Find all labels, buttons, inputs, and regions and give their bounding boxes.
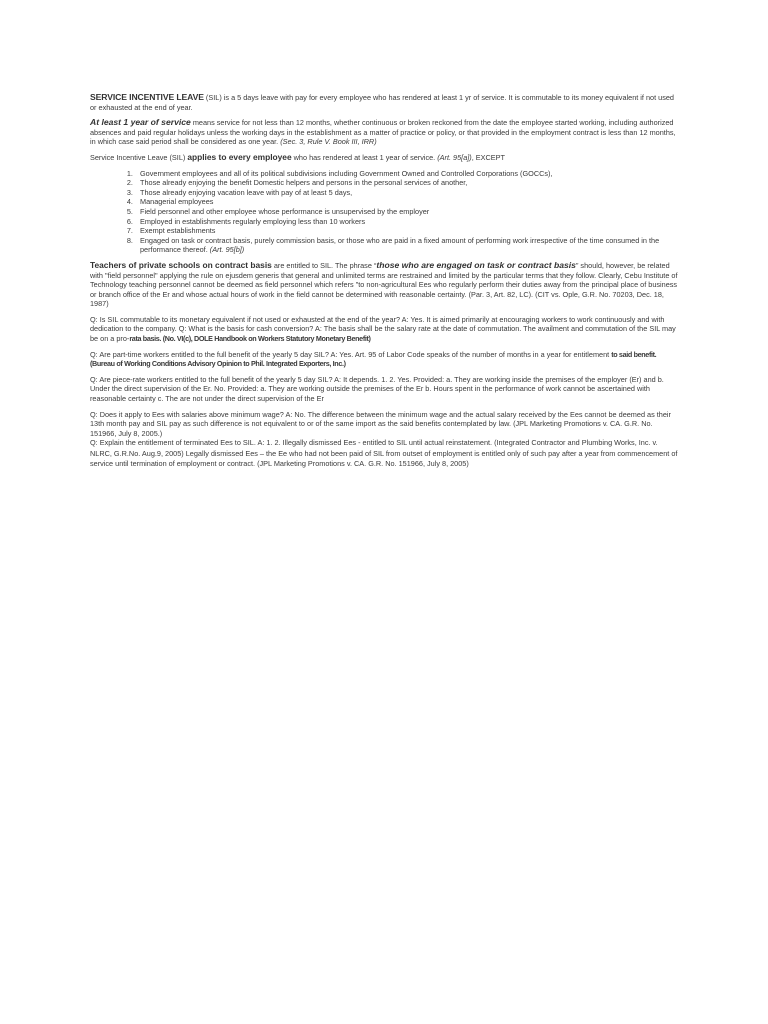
paragraph-teachers — [90, 261, 678, 309]
q-part-time-text: Q: Are part-time workers entitled to the full benefit of the yearly 5 day SIL? A: Yes. Art. 95 of Labor Code speaks of the number of months in a year for entitlement — [90, 349, 612, 359]
list-item: 7. Exempt establishments — [135, 226, 678, 236]
list-item: 4. Managerial employees — [135, 197, 678, 207]
paragraph-one-year-service — [90, 118, 678, 147]
teachers-text: ” should, however, be related with "field personnel" applying the rule on ejusdem generis that general and unlimited terms are restrained and limited by the particular terms that they follow. Clearly, Cebu Institute of Technology teaching personnel cannot be deemed as field personnel which refers "to non-agricultural Ees who regularly perform their duties away from the principal place of business or branch office of the Er and whose actual hours of work in the field cannot be determined with reasonable certainty. (Par. 3, Art. 82, LC). (CIT vs. Ople, G.R. No. 70203, Dec. 18, 1987) — [90, 260, 678, 309]
sil-definition-text: (SIL) is a 5 days leave with pay for every employee who has rendered at least 1 yr of service. It is commutable to its money equivalent if not used or exhausted at the end of year. — [90, 93, 674, 112]
list-item: 5. Field personnel and other employee whose performance is unsupervised by the employer — [135, 207, 678, 217]
paragraph-applicability — [90, 153, 678, 163]
q-commutable-tail: rata basis. (No. VI(c), DOLE Handbook on Workers Statutory Monetary Benefit) — [129, 334, 371, 344]
document-body — [90, 93, 678, 476]
applicability-mid: who has rendered at least 1 year of service. — [291, 152, 438, 162]
list-item: 2. Those already enjoying the benefit Domestic helpers and persons in the personal services of another, — [135, 178, 678, 188]
one-year-service-text: means service for not less than 12 months, whether continuous or broken reckoned from the date the employee started working, including authorized absences and paid regular holidays unless the working days in the establishment as a matter of practice or policy, or that provided in the employment contract is less than 12 months, in which case said period shall be considered as one year. — [90, 118, 676, 147]
paragraph-q-piece-rate: Q: Are piece-rate workers entitled to the full benefit of the yearly 5 day SIL? A: It depends. 1. 2. Yes. Provided: a. They are working inside the premises of the employer (Er) and b. Under the direct supervision of the Er. No. Provided: a. They are working outside the premises of the Er b. Hours spent in the performance of work cannot be ascertained with reasonable certainty c. The are not under the direct supervision of the Er — [90, 374, 664, 404]
term-service-incentive-leave: SERVICE INCENTIVE LEAVE — [90, 92, 204, 102]
paragraph-q-above-minimum: Q: Does it apply to Ees with salaries above minimum wage? A: No. The difference between the minimum wage and the actual salary received by the Ees cannot be deemed as their 13th month pay and SIL pay as such difference is not equivalent to or of the same import as the said benefits contemplated by law. (JPL Marketing Promotions v. CA. G.R. No. 151966, July 8, 2005.) — [90, 409, 671, 438]
exceptions-list — [90, 169, 678, 255]
applicability-post: , EXCEPT — [471, 152, 505, 162]
applicability-bold: applies to every employee — [187, 151, 292, 162]
citation: (Art. 95[b]) — [209, 245, 245, 255]
q-part-time-tail: to said benefit. (Bureau of Working Conditions Advisory Opinion to Phil. Integrated Exporters, Inc.) — [90, 349, 657, 369]
q-commutable-text: Q: Is SIL commutable to its monetary equivalent if not used or exhausted at the end of the year? A: Yes. It is aimed primarily at encouraging workers to work continuously and with dedication to the company. Q: What is the basis for cash conversion? A: The basis shall be the salary rate at the date of commutation. The availment and commutation of the SIL may be on a pro- — [90, 314, 676, 344]
list-item: 3. Those already enjoying vacation leave with pay of at least 5 days, — [135, 188, 678, 198]
paragraph-q-part-time — [90, 350, 678, 369]
list-item-text: Engaged on task or contract basis, purely commission basis, or those who are paid in a fixed amount of performing work irrespective of the time consumed in the performance thereof. — [140, 235, 660, 255]
paragraph-q-terminated: Q: Explain the entitlement of terminated Ees to SIL. A: 1. 2. Illegally dismissed Ees - entitled to SIL until actual reinstatement. (Integrated Contractor and Plumbing Works, Inc. v. NLRC, G.R.No. Aug.9, 2005) Legally dismissed Ees – the Ee who had not been paid of SIL from outset of employment is entitled only of such pay after a year from commencement of service until termination of employment or contract. (JPL Marketing Promotions v. CA. G.R. No. 151966, July 8, 2005) — [90, 438, 678, 469]
quoted-phrase: those who are engaged on task or contract basis — [376, 259, 576, 270]
paragraph-q-commutable — [90, 315, 678, 344]
citation: (Sec. 3, Rule V. Book III, IRR) — [280, 137, 377, 147]
citation: (Art. 95[a]) — [437, 152, 472, 162]
term-one-year-service: At least 1 year of service — [90, 117, 191, 128]
teachers-mid: are entitled to SIL. The phrase “ — [271, 260, 377, 270]
list-item — [135, 236, 678, 255]
applicability-pre: Service Incentive Leave (SIL) — [90, 152, 188, 162]
list-item: 1. Government employees and all of its political subdivisions including Government Owned and Controlled Corporations (GOCCs), — [135, 169, 678, 179]
list-item: 6. Employed in establishments regularly employing less than 10 workers — [135, 217, 678, 227]
paragraph-sil-definition — [90, 93, 678, 112]
term-teachers-contract-basis: Teachers of private schools on contract basis — [90, 259, 272, 270]
